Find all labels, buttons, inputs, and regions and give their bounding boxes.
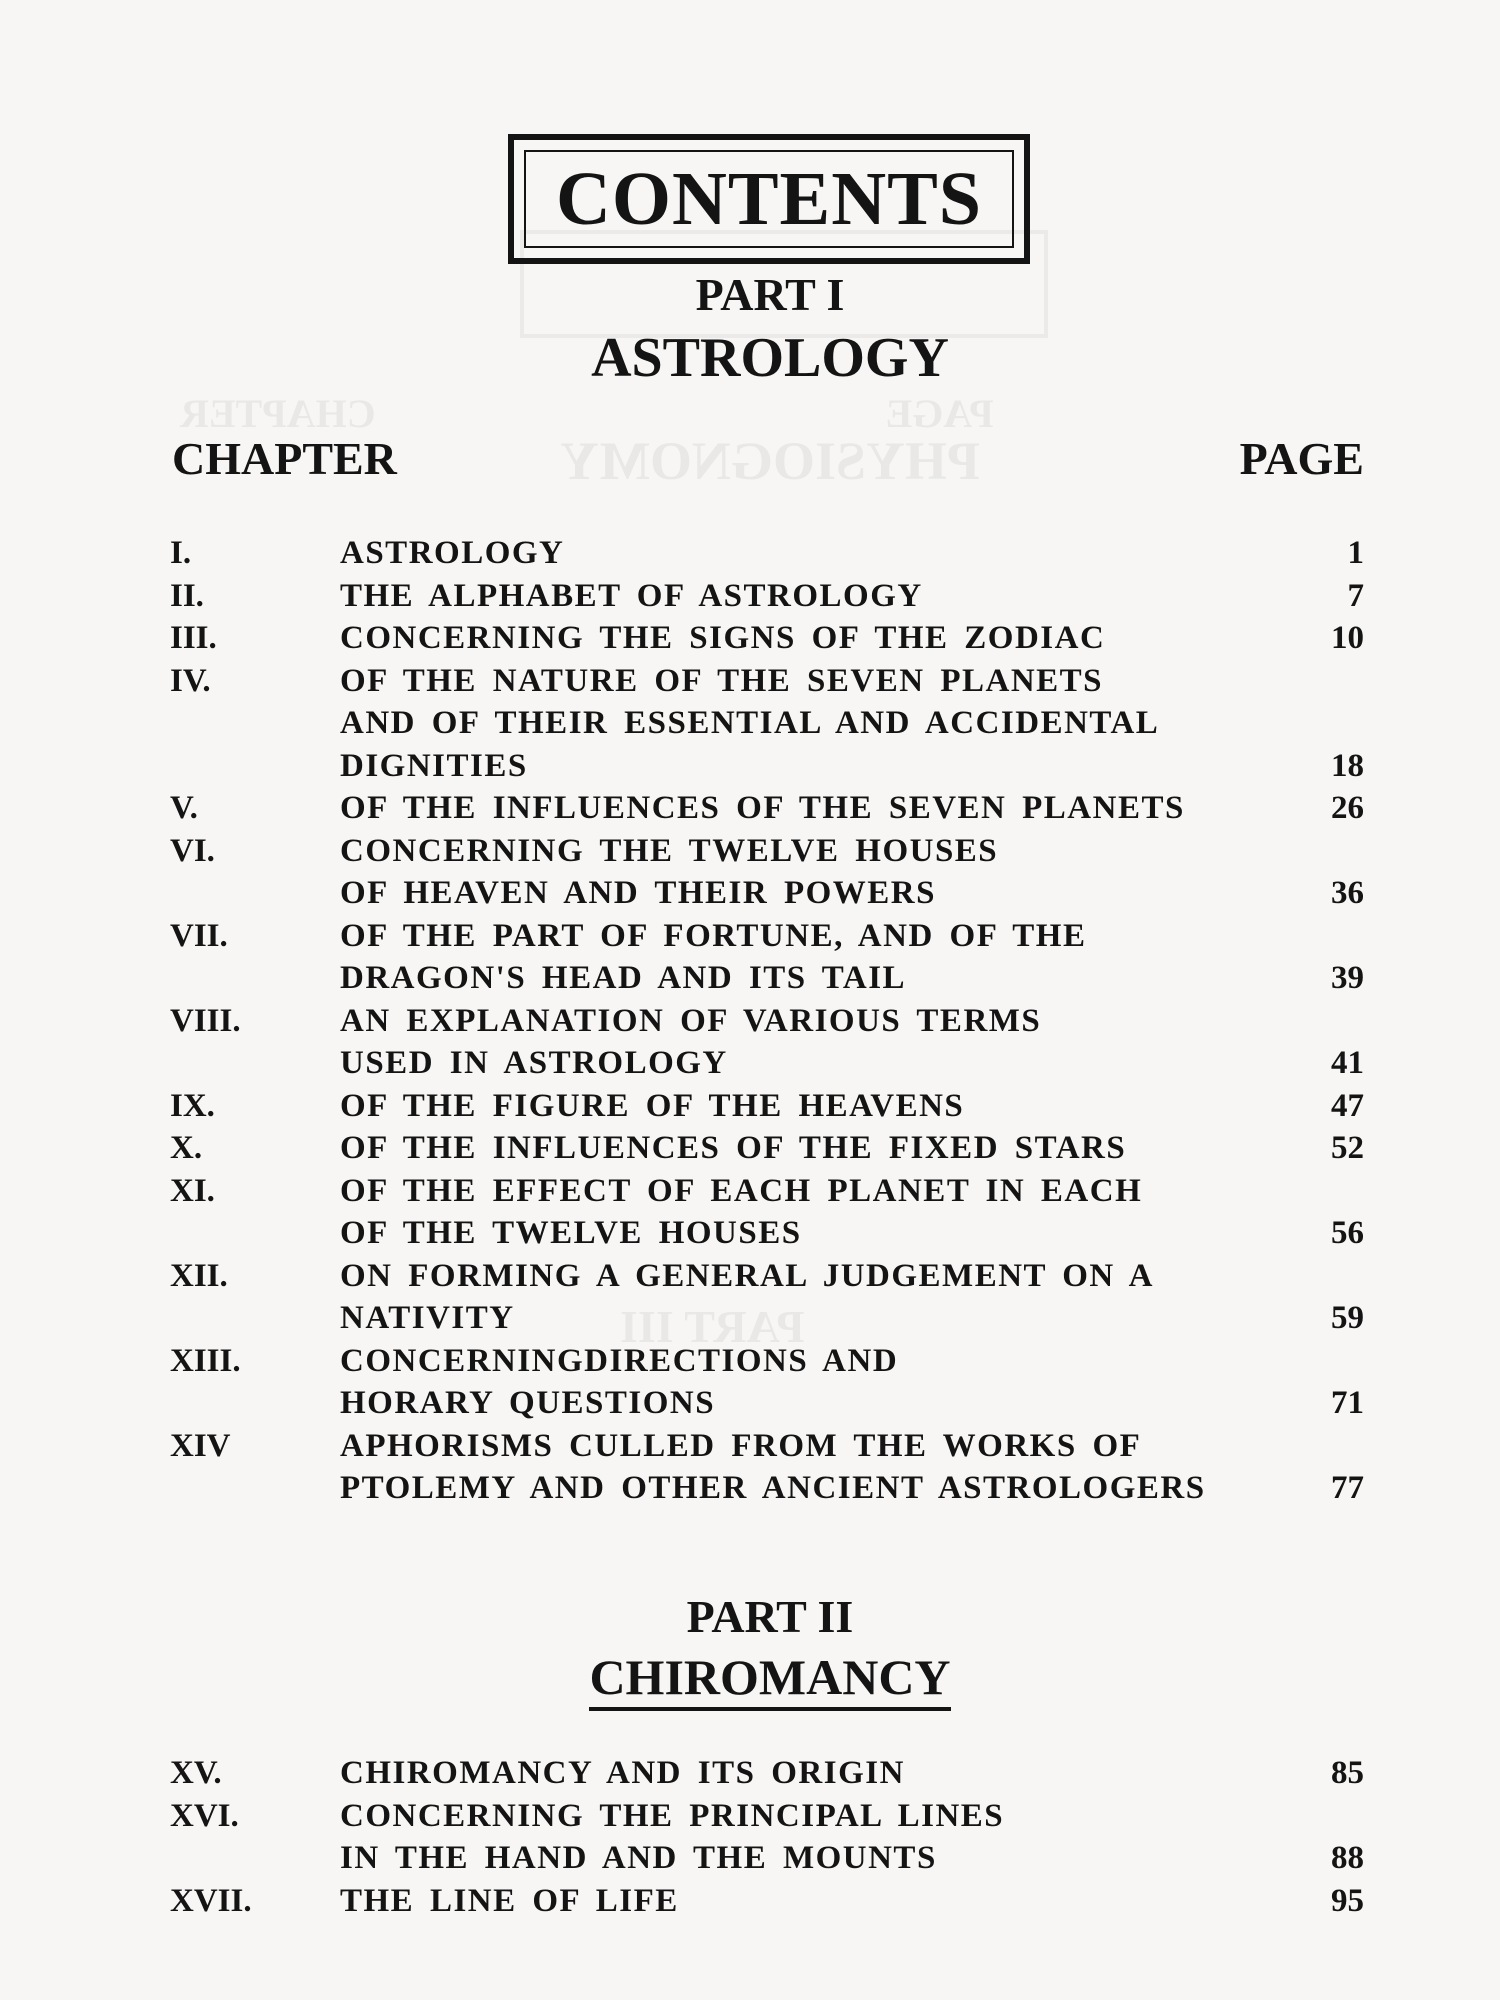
- chapter-number: I.: [170, 535, 192, 571]
- toc-entry: [0, 575, 1500, 618]
- chapter-title-line: OF THE TWELVE HOUSES: [340, 1215, 802, 1251]
- part-1-name: ASTROLOGY: [591, 327, 949, 389]
- bleed-through-text: PHYSIOGNOMY: [560, 431, 981, 491]
- chapter-title-line: AN EXPLANATION OF VARIOUS TERMS: [340, 1002, 1042, 1039]
- part-1-label: PART I: [695, 269, 845, 320]
- page-title: CONTENTS: [555, 156, 983, 241]
- page-column-header: PAGE: [1239, 433, 1364, 484]
- chapter-number: VI.: [170, 832, 215, 869]
- chapter-title-line: OF THE EFFECT OF EACH PLANET IN EACH: [340, 1172, 1143, 1209]
- chapter-title-line: THE LINE OF LIFE: [340, 1882, 679, 1919]
- toc-entry: [0, 1000, 1500, 1085]
- chapter-number: XVI.: [170, 1797, 239, 1834]
- toc-entry: [0, 532, 1500, 575]
- chapter-title-line: OF THE INFLUENCES OF THE SEVEN PLANETS: [340, 790, 1185, 826]
- bleed-through-text: PAGE CHAPTER: [180, 391, 994, 436]
- chapter-title-line: ON FORMING A GENERAL JUDGEMENT ON A: [340, 1257, 1154, 1294]
- page-number: 71: [1331, 1385, 1364, 1421]
- chapter-title-line: PTOLEMY AND OTHER ANCIENT ASTROLOGERS: [340, 1470, 1206, 1506]
- chapter-number: VII.: [170, 917, 228, 954]
- chapter-title-line: THE ALPHABET OF ASTROLOGY: [340, 577, 923, 614]
- chapter-column-header: CHAPTER: [172, 433, 397, 484]
- chapter-title-line: OF THE FIGURE OF THE HEAVENS: [340, 1087, 965, 1124]
- page-number: 56: [1331, 1215, 1364, 1251]
- part-2-name: [0, 1648, 1500, 1706]
- chapter-title-line: OF HEAVEN AND THEIR POWERS: [340, 875, 936, 911]
- toc-entry: [0, 1340, 1500, 1425]
- chapter-title-line: HORARY QUESTIONS: [340, 1385, 716, 1421]
- toc-entry: [0, 660, 1500, 788]
- toc-entry: [0, 1127, 1500, 1170]
- chapter-number: II.: [170, 577, 204, 614]
- toc-entry: [0, 1880, 1500, 1923]
- part-2-label: PART II: [686, 1591, 854, 1642]
- chapter-title-line: OF THE PART OF FORTUNE, AND OF THE: [340, 917, 1087, 954]
- chapter-title-line: USED IN ASTROLOGY: [340, 1045, 728, 1081]
- toc-entry: [0, 1170, 1500, 1255]
- page-number: 88: [1331, 1840, 1364, 1876]
- page-number: 77: [1331, 1470, 1364, 1506]
- chapter-title-line: OF THE NATURE OF THE SEVEN PLANETS: [340, 662, 1104, 699]
- chapter-title-line: NATIVITY: [340, 1300, 515, 1336]
- chapter-title-line: CHIROMANCY AND ITS ORIGIN: [340, 1755, 905, 1791]
- toc-entry: [0, 1425, 1500, 1510]
- contents-title-frame: [508, 134, 1030, 264]
- page-number: 47: [1331, 1087, 1364, 1124]
- toc-entry: [0, 617, 1500, 660]
- chapter-title-line: CONCERNING THE SIGNS OF THE ZODIAC: [340, 620, 1106, 656]
- page-number: 52: [1331, 1130, 1364, 1166]
- chapter-title-line: IN THE HAND AND THE MOUNTS: [340, 1840, 937, 1876]
- chapter-title-line: CONCERNING THE PRINCIPAL LINES: [340, 1797, 1005, 1834]
- page-number: 59: [1331, 1300, 1364, 1336]
- page-number: 41: [1331, 1045, 1364, 1081]
- page-number: 18: [1331, 747, 1364, 784]
- page-number: 95: [1331, 1882, 1364, 1919]
- chapter-title-line: CONCERNINGDIRECTIONS AND: [340, 1342, 899, 1379]
- chapter-number: V.: [170, 790, 198, 826]
- toc-entry: [0, 787, 1500, 830]
- page-number: 10: [1331, 620, 1364, 656]
- toc-entry: [0, 915, 1500, 1000]
- chapter-number: XII.: [170, 1257, 228, 1294]
- chapter-title-line: APHORISMS CULLED FROM THE WORKS OF: [340, 1427, 1142, 1464]
- chapter-number: XI.: [170, 1172, 215, 1209]
- page-number: 1: [1347, 535, 1364, 571]
- chapter-number: XVII.: [170, 1882, 252, 1919]
- toc-entry: [0, 1752, 1500, 1795]
- toc-entry: [0, 1795, 1500, 1880]
- page-number: 85: [1331, 1755, 1364, 1791]
- chapter-title-line: CONCERNING THE TWELVE HOUSES: [340, 832, 999, 869]
- chapter-title-line: AND OF THEIR ESSENTIAL AND ACCIDENTAL: [340, 705, 1160, 741]
- chapter-number: XV.: [170, 1755, 222, 1791]
- chapter-number: XIV: [170, 1427, 231, 1464]
- chapter-number: XIII.: [170, 1342, 241, 1379]
- chapter-number: III.: [170, 620, 217, 656]
- chapter-number: X.: [170, 1130, 203, 1166]
- toc-entry: [0, 830, 1500, 915]
- toc-entry: [0, 1085, 1500, 1128]
- chapter-title-line: DIGNITIES: [340, 747, 528, 784]
- page-number: 39: [1331, 960, 1364, 996]
- part-2-name-text: CHIROMANCY: [589, 1649, 950, 1711]
- bleed-through-text: PART III: [620, 1301, 805, 1352]
- page-number: 26: [1331, 790, 1364, 826]
- chapter-number: IX.: [170, 1087, 215, 1124]
- page-number: 36: [1331, 875, 1364, 911]
- chapter-title-line: ASTROLOGY: [340, 535, 565, 571]
- chapter-title-line: DRAGON'S HEAD AND ITS TAIL: [340, 960, 907, 996]
- page-number: 7: [1347, 577, 1364, 614]
- chapter-number: VIII.: [170, 1002, 241, 1039]
- chapter-title-line: OF THE INFLUENCES OF THE FIXED STARS: [340, 1130, 1127, 1166]
- chapter-number: IV.: [170, 662, 211, 699]
- toc-entry: [0, 1255, 1500, 1340]
